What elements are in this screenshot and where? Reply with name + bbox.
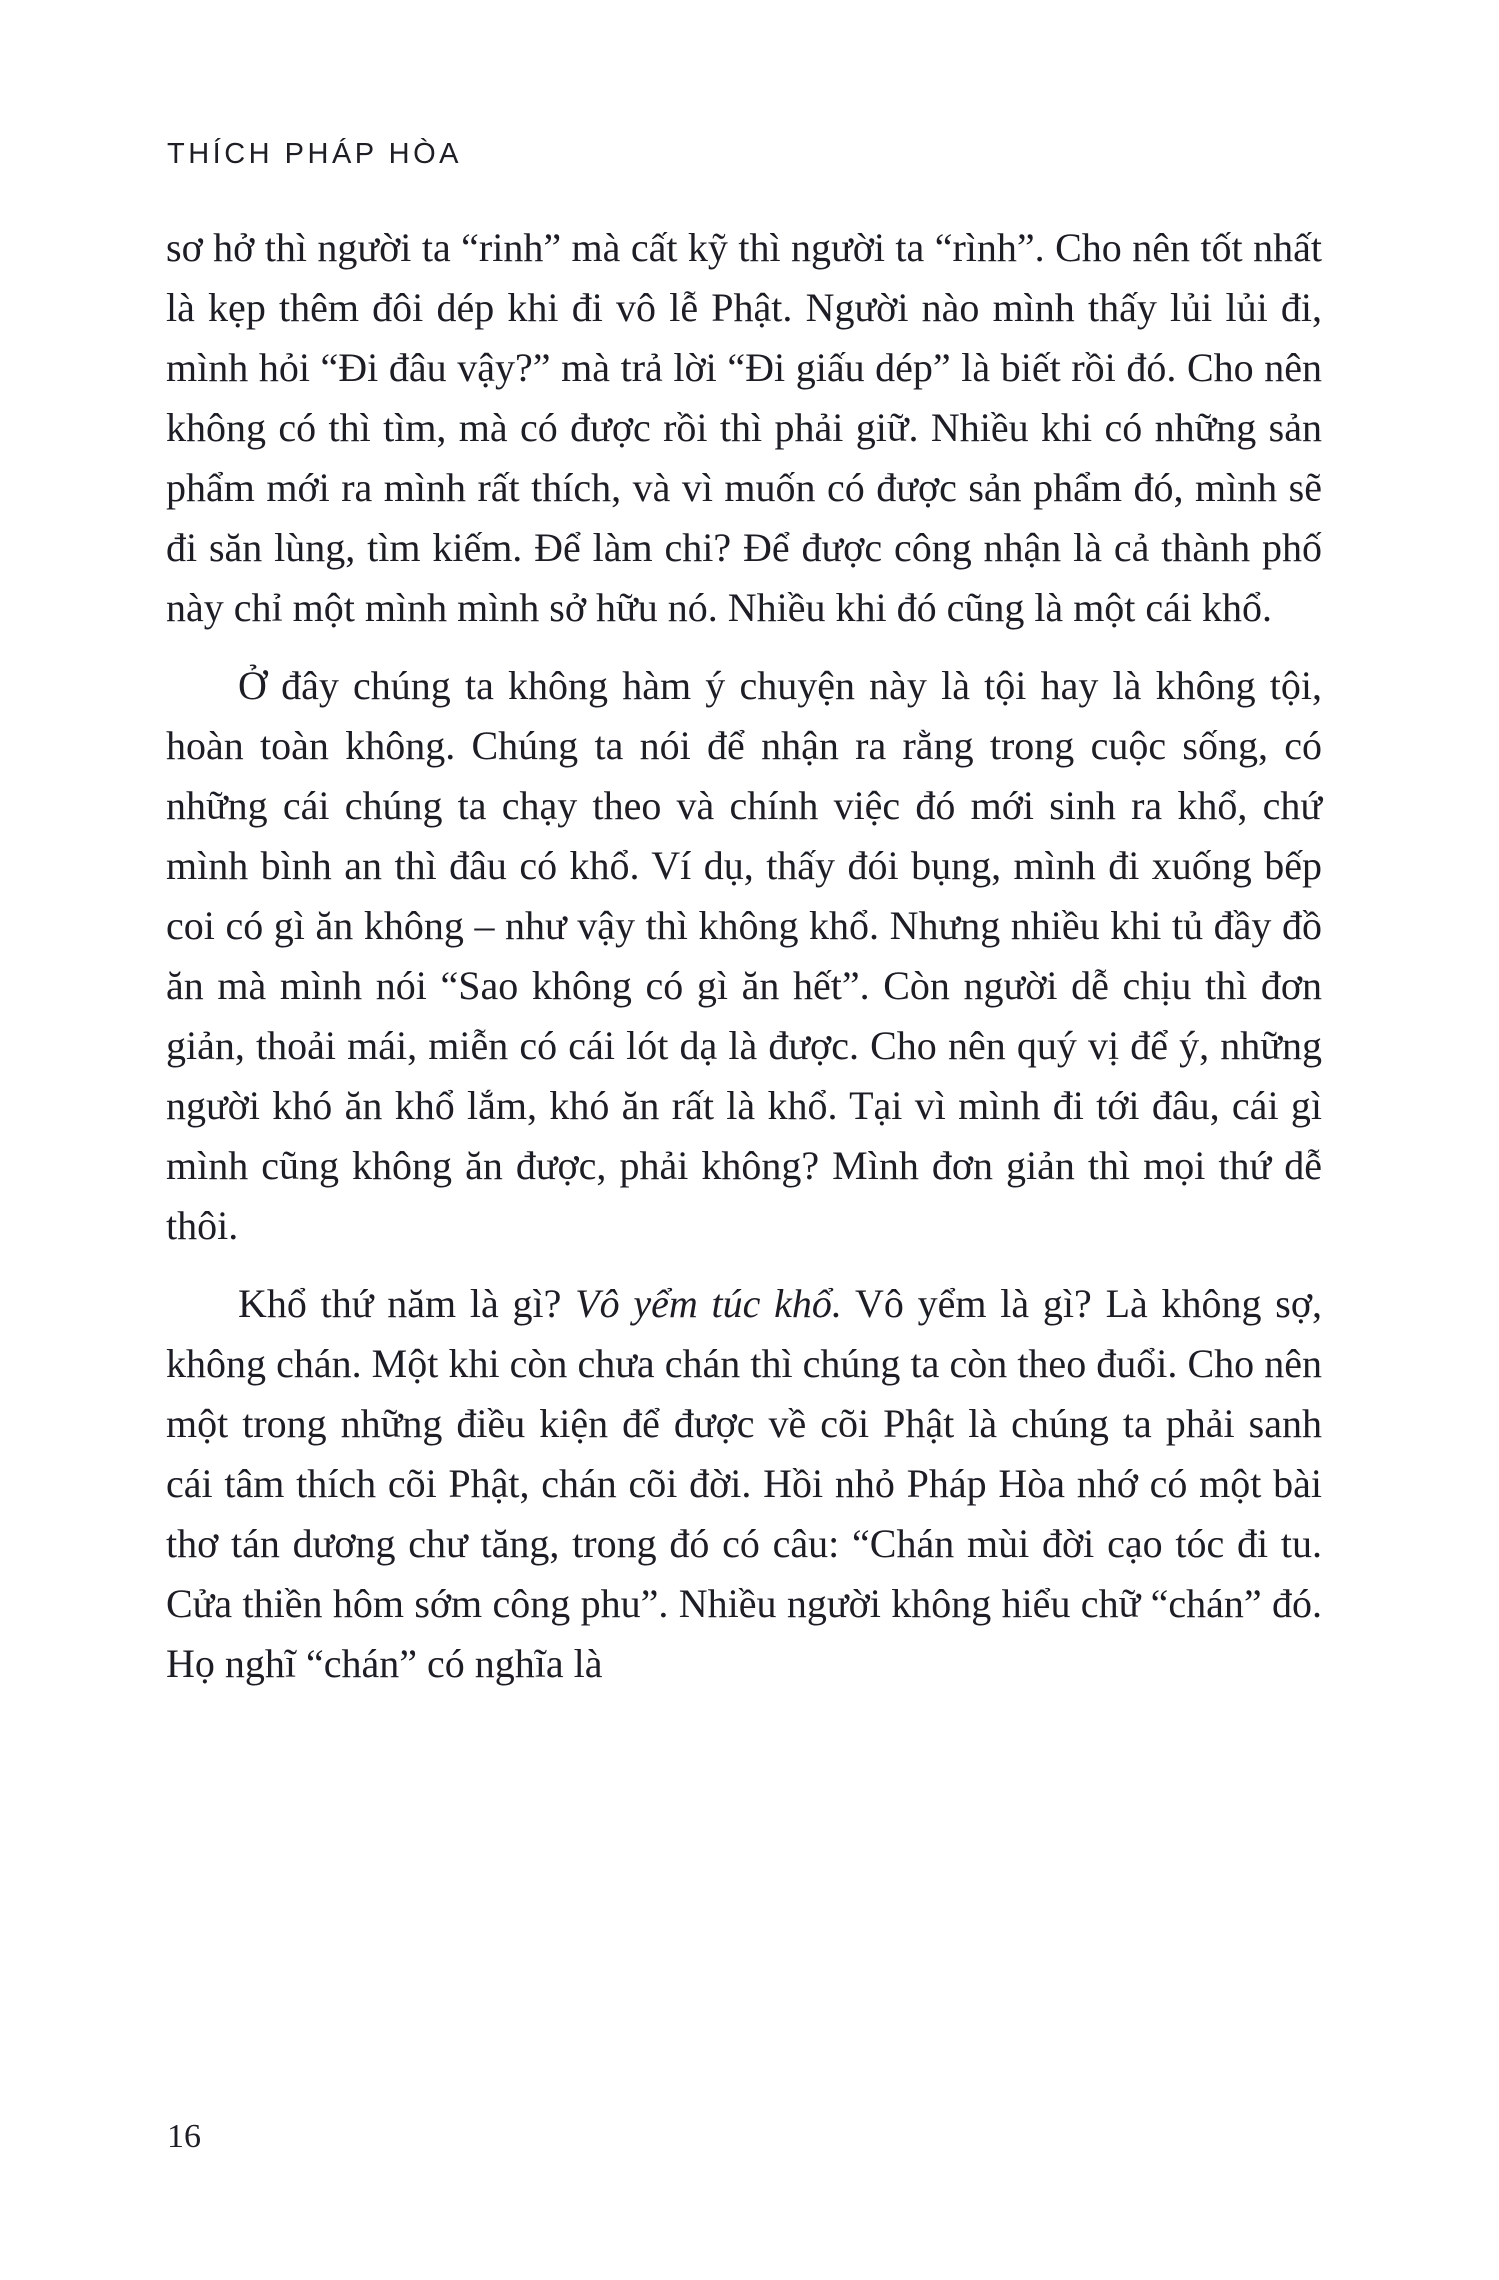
paragraph-italic-term: Vô yểm túc khổ.: [575, 1281, 842, 1326]
paragraph-continuation: sơ hở thì người ta “rinh” mà cất kỹ thì người ta “rình”. Cho nên tốt nhất là kẹp thêm đôi dép khi đi vô lễ Phật. Người nào mình thấy lủi lủi đi, mình hỏi “Đi đâu vậy?” mà trả lời “Đi giấu dép” là biết rồi đó. Cho nên không có thì tìm, mà có được rồi thì phải giữ. Nhiều khi có những sản phẩm mới ra mình rất thích, và vì muốn có được sản phẩm đó, mình sẽ đi săn lùng, tìm kiếm. Để làm chi? Để được công nhận là cả thành phố này chỉ một mình mình sở hữu nó. Nhiều khi đó cũng là một cái khổ.: [166, 225, 1322, 630]
paragraph-text: Khổ thứ năm là gì?: [238, 1281, 576, 1326]
paragraph: Ở đây chúng ta không hàm ý chuyện này là tội hay là không tội, hoàn toàn không. Chúng ta nói để nhận ra rằng trong cuộc sống, có những cái chúng ta chạy theo và chính việc đó mới sinh ra khổ, chứ mình bình an thì đâu có khổ. Ví dụ, thấy đói bụng, mình đi xuống bếp coi có gì ăn không – như vậy thì không khổ. Nhưng nhiều khi tủ đầy đồ ăn mà mình nói “Sao không có gì ăn hết”. Còn người dễ chịu thì đơn giản, thoải mái, miễn có cái lót dạ là được. Cho nên quý vị để ý, những người khó ăn khổ lắm, khó ăn rất là khổ. Tại vì mình đi tới đâu, cái gì mình cũng không ăn được, phải không? Mình đơn giản thì mọi thứ dễ thôi.: [166, 663, 1322, 1248]
running-header: THÍCH PHÁP HÒA: [167, 138, 463, 170]
page-number: 16: [167, 2118, 201, 2155]
paragraph-text: Vô yểm là gì? Là không sợ, không chán. Một khi còn chưa chán thì chúng ta còn theo đuổi. Cho nên một trong những điều kiện để được về cõi Phật là chúng ta phải sanh cái tâm thích cõi Phật, chán cõi đời. Hồi nhỏ Pháp Hòa nhớ có một bài thơ tán dương chư tăng, trong đó có câu: “Chán mùi đời cạo tóc đi tu. Cửa thiền hôm sớm công phu”. Nhiều người không hiểu chữ “chán” đó. Họ nghĩ “chán” có nghĩa là: [166, 1281, 1323, 1686]
page-body: [166, 218, 1322, 1712]
paragraph: [166, 1274, 1322, 1694]
